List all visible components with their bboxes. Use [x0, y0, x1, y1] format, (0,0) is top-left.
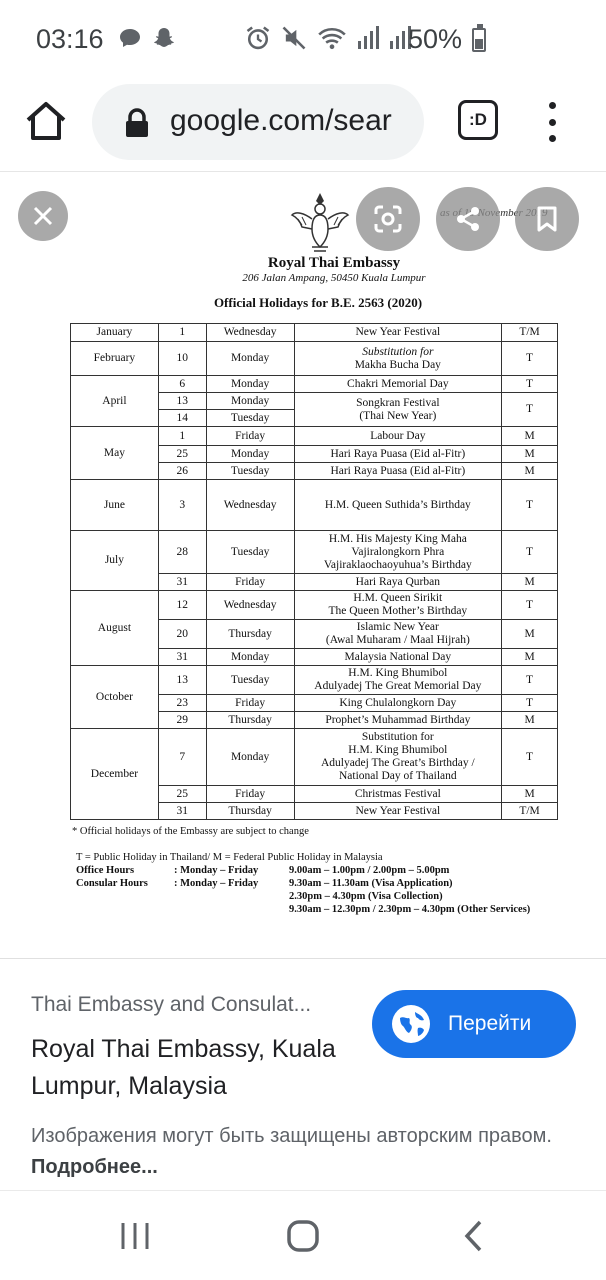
- day-cell: 7: [158, 729, 206, 786]
- close-icon: [31, 204, 55, 228]
- menu-button[interactable]: [540, 98, 564, 146]
- holiday-line: Makha Bucha Day: [354, 358, 441, 371]
- url-text: google.com/sear: [170, 104, 392, 137]
- status-time: 03:16: [36, 24, 104, 54]
- result-title[interactable]: Royal Thai Embassy, Kuala Lumpur, Malaysia: [31, 1035, 336, 1100]
- type-cell: M: [502, 574, 558, 591]
- month-cell: June: [71, 480, 159, 531]
- day-cell: 26: [158, 463, 206, 480]
- month-cell: August: [71, 591, 159, 666]
- holiday-line: Songkran Festival: [356, 396, 440, 409]
- month-cell: May: [71, 427, 159, 480]
- type-cell: T: [502, 393, 558, 427]
- holiday-line: National Day of Thailand: [339, 770, 457, 782]
- weekday-cell: Wednesday: [206, 591, 294, 620]
- address-bar[interactable]: [92, 84, 424, 160]
- day-cell: 31: [158, 803, 206, 820]
- type-cell: M: [502, 786, 558, 803]
- holiday-line: Islamic New Year: [356, 621, 439, 633]
- holiday-cell: [294, 393, 502, 427]
- month-cell: April: [71, 376, 159, 427]
- menu-dot: [549, 135, 556, 142]
- alarm-icon: [244, 24, 272, 52]
- day-cell: 1: [158, 427, 206, 446]
- status-bar: [0, 0, 606, 80]
- day-cell: 25: [158, 446, 206, 463]
- weekday-cell: Monday: [206, 342, 294, 376]
- battery-icon: [472, 28, 486, 52]
- weekday-cell: Wednesday: [206, 324, 294, 342]
- battery-percent: 50%: [408, 24, 463, 54]
- holiday-line: Substitution for: [361, 731, 434, 743]
- note-legend: T = Public Holiday in Thailand/ M = Federal Public Holiday in Malaysia: [76, 852, 383, 863]
- type-cell: T: [502, 695, 558, 712]
- weekday-cell: Wednesday: [206, 480, 294, 531]
- recent-apps-icon[interactable]: [118, 1219, 152, 1253]
- lens-button[interactable]: [356, 187, 420, 251]
- table-row: [71, 531, 558, 574]
- holiday-line: Adulyadej The Great’s Birthday /: [320, 757, 475, 769]
- weekday-cell: Tuesday: [206, 463, 294, 480]
- table-row: [71, 729, 558, 786]
- consular-time-visa-application: 9.30am – 11.30am (Visa Application): [289, 878, 453, 889]
- consular-time-visa-collection: 2.30pm – 4.30pm (Visa Collection): [289, 891, 443, 902]
- weekday-cell: Monday: [206, 376, 294, 393]
- save-button[interactable]: [515, 187, 579, 251]
- close-button[interactable]: [18, 191, 68, 241]
- visit-label: Перейти: [448, 1012, 532, 1035]
- holiday-line: The Queen Mother’s Birthday: [328, 605, 468, 617]
- consular-time-other-services: 9.30am – 12.30pm / 2.30pm – 4.30pm (Other Services): [289, 904, 531, 915]
- image-viewer[interactable]: [0, 173, 606, 958]
- day-cell: 13: [158, 666, 206, 695]
- holiday-cell: [294, 591, 502, 620]
- tabs-button[interactable]: [458, 100, 498, 140]
- globe-icon: [391, 1004, 431, 1044]
- month-cell: July: [71, 531, 159, 591]
- share-button[interactable]: [436, 187, 500, 251]
- menu-dot: [549, 119, 556, 126]
- holiday-cell: [294, 342, 502, 376]
- back-icon[interactable]: [460, 1219, 488, 1253]
- home-nav-icon[interactable]: [286, 1219, 320, 1253]
- document-address: 206 Jalan Ampang, 50450 Kuala Lumpur: [242, 272, 426, 284]
- type-cell: T/M: [502, 803, 558, 820]
- result-card: [0, 958, 606, 1190]
- weekday-cell: Monday: [206, 446, 294, 463]
- weekday-cell: Friday: [206, 786, 294, 803]
- holiday-line: (Awal Muharam / Maal Hijrah): [325, 634, 470, 646]
- holiday-cell: Christmas Festival: [294, 786, 502, 803]
- chat-icon: [118, 26, 142, 50]
- copyright-text: Изображения могут быть защищены авторским правом.: [31, 1125, 552, 1147]
- office-hours-time: 9.00am – 1.00pm / 2.00pm – 5.00pm: [289, 865, 450, 876]
- type-cell: T: [502, 666, 558, 695]
- copyright-notice: [31, 1121, 591, 1183]
- holiday-line: Vajiralongkorn Phra: [351, 545, 445, 558]
- day-cell: 12: [158, 591, 206, 620]
- type-cell: T/M: [502, 324, 558, 342]
- day-cell: 29: [158, 712, 206, 729]
- day-cell: 10: [158, 342, 206, 376]
- holiday-cell: Hari Raya Puasa (Eid al-Fitr): [294, 463, 502, 480]
- month-cell: October: [71, 666, 159, 729]
- consular-hours-days: : Monday – Friday: [174, 878, 259, 889]
- holiday-cell: [294, 666, 502, 695]
- weekday-cell: Tuesday: [206, 410, 294, 427]
- as-of-date: November: [477, 207, 523, 219]
- day-cell: 23: [158, 695, 206, 712]
- holiday-cell: Labour Day: [294, 427, 502, 446]
- weekday-cell: Friday: [206, 427, 294, 446]
- holiday-line: H.M. Queen Sirikit: [353, 592, 443, 604]
- holiday-line: Substitution for: [362, 345, 434, 358]
- signal-icon: [356, 25, 380, 51]
- holiday-line: Vajiraklaochaoyuhua’s Birthday: [323, 558, 472, 571]
- holiday-cell: [294, 531, 502, 574]
- document-title: Royal Thai Embassy: [267, 255, 401, 271]
- weekday-cell: Monday: [206, 393, 294, 410]
- holiday-cell: [294, 620, 502, 649]
- weekday-cell: Monday: [206, 649, 294, 666]
- type-cell: M: [502, 712, 558, 729]
- holiday-table: [70, 323, 558, 820]
- holiday-line: H.M. King Bhumibol: [348, 744, 448, 756]
- weekday-cell: Thursday: [206, 712, 294, 729]
- wifi-icon: [316, 24, 348, 52]
- office-hours-label: Office Hours: [76, 865, 135, 876]
- weekday-cell: Tuesday: [206, 666, 294, 695]
- holiday-document: [0, 173, 606, 958]
- holiday-cell: [294, 729, 502, 786]
- day-cell: 20: [158, 620, 206, 649]
- document-heading: Official Holidays for B.E. 2563 (2020): [213, 295, 423, 310]
- note-subject-to-change: * Official holidays of the Embassy are subject to change: [72, 826, 309, 837]
- type-cell: T: [502, 729, 558, 786]
- tabs-label: :D: [469, 110, 487, 129]
- table-row: [71, 376, 558, 393]
- type-cell: T: [502, 342, 558, 376]
- mute-icon: [280, 24, 308, 52]
- day-cell: 3: [158, 480, 206, 531]
- snapchat-icon: [152, 26, 176, 50]
- type-cell: M: [502, 463, 558, 480]
- holiday-cell: Chakri Memorial Day: [294, 376, 502, 393]
- visit-button[interactable]: [372, 990, 576, 1058]
- day-cell: 31: [158, 649, 206, 666]
- holiday-cell: Prophet’s Muhammad Birthday: [294, 712, 502, 729]
- day-cell: 25: [158, 786, 206, 803]
- menu-dot: [549, 102, 556, 109]
- lock-icon: [124, 108, 150, 138]
- holiday-line: H.M. His Majesty King Maha: [328, 532, 467, 545]
- table-row: [71, 666, 558, 695]
- day-cell: 13: [158, 393, 206, 410]
- table-row: [71, 342, 558, 376]
- weekday-cell: Friday: [206, 695, 294, 712]
- type-cell: M: [502, 446, 558, 463]
- holiday-cell: H.M. Queen Suthida’s Birthday: [294, 480, 502, 531]
- holiday-line: Adulyadej The Great Memorial Day: [314, 680, 482, 692]
- holiday-cell: King Chulalongkorn Day: [294, 695, 502, 712]
- table-row: [71, 480, 558, 531]
- office-hours-days: : Monday – Friday: [174, 865, 259, 876]
- system-nav-bar: [0, 1190, 606, 1280]
- table-row: [71, 427, 558, 446]
- month-cell: December: [71, 729, 159, 820]
- share-icon: [454, 205, 482, 233]
- browser-toolbar: [0, 80, 606, 172]
- holiday-cell: New Year Festival: [294, 324, 502, 342]
- type-cell: T: [502, 480, 558, 531]
- type-cell: T: [502, 591, 558, 620]
- month-cell: January: [71, 324, 159, 342]
- type-cell: M: [502, 620, 558, 649]
- holiday-line: (Thai New Year): [359, 409, 437, 422]
- holiday-cell: Hari Raya Puasa (Eid al-Fitr): [294, 446, 502, 463]
- weekday-cell: Friday: [206, 574, 294, 591]
- holiday-cell: New Year Festival: [294, 803, 502, 820]
- google-lens-icon: [373, 204, 403, 234]
- holiday-cell: Hari Raya Qurban: [294, 574, 502, 591]
- weekday-cell: Tuesday: [206, 531, 294, 574]
- bookmark-icon: [535, 205, 559, 233]
- result-source[interactable]: Thai Embassy and Consulat...: [31, 993, 312, 1016]
- more-link[interactable]: Подробнее...: [31, 1156, 158, 1178]
- day-cell: 31: [158, 574, 206, 591]
- day-cell: 28: [158, 531, 206, 574]
- type-cell: M: [502, 427, 558, 446]
- weekday-cell: Thursday: [206, 620, 294, 649]
- day-cell: 1: [158, 324, 206, 342]
- consular-hours-label: Consular Hours: [76, 878, 148, 889]
- table-row: [71, 324, 558, 342]
- weekday-cell: Monday: [206, 729, 294, 786]
- table-row: [71, 591, 558, 620]
- holiday-line: H.M. King Bhumibol: [348, 667, 448, 679]
- weekday-cell: Thursday: [206, 803, 294, 820]
- type-cell: T: [502, 376, 558, 393]
- type-cell: T: [502, 531, 558, 574]
- holiday-cell: Malaysia National Day: [294, 649, 502, 666]
- day-cell: 6: [158, 376, 206, 393]
- home-icon[interactable]: [22, 98, 70, 146]
- month-cell: February: [71, 342, 159, 376]
- day-cell: 14: [158, 410, 206, 427]
- garuda-emblem: [290, 189, 350, 255]
- type-cell: M: [502, 649, 558, 666]
